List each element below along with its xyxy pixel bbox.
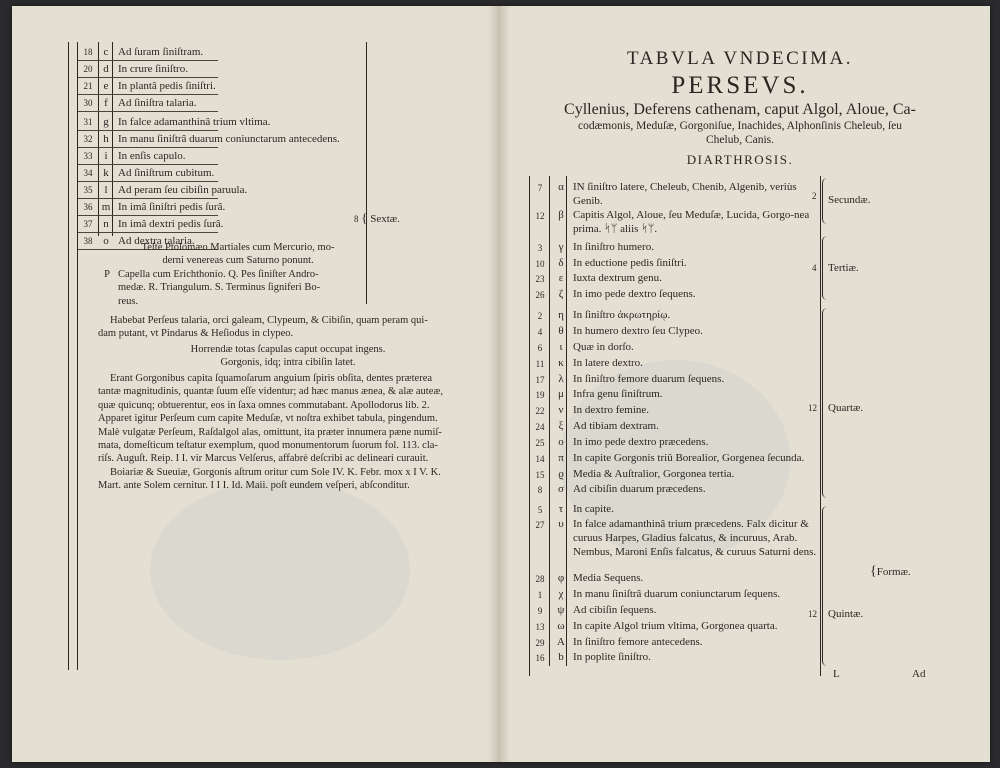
star-letter: h	[103, 133, 109, 145]
star-description: In ſiniſtro femore duarum ſequens.	[573, 373, 725, 385]
star-number: 27	[535, 520, 545, 530]
paragraph-line: Apparet igitur Perſeum cum capite Meduſæ, vt noſtra exhibet tabula, pingendum.	[98, 413, 438, 425]
star-number: 3	[537, 243, 543, 253]
star-number: 20	[83, 64, 93, 74]
star-letter: μ	[558, 388, 564, 400]
star-letter: φ	[557, 572, 565, 584]
star-letter: ψ	[557, 604, 565, 616]
paragraph-line: tantæ magnitudinis, quantæ ſuum eſſe videntur; ad hæc manus ænea, & alæ auteæ,	[98, 386, 443, 398]
table-title: TABVLA VNDECIMA.	[626, 48, 854, 69]
star-description: Ad dextra talaria.	[118, 235, 195, 247]
group-label-secundae: Secundæ.	[828, 194, 871, 206]
star-number: 9	[537, 606, 543, 616]
group-label-formae: {Formæ.	[870, 564, 911, 579]
star-description: Ad cibiſin ſequens.	[573, 604, 657, 616]
star-description: In manu ſiniſtrâ duarum coniunctarum ſequens.	[573, 588, 781, 600]
group-label-quartae: Quartæ.	[828, 402, 864, 414]
star-letter: g	[103, 116, 109, 128]
star-number: 23	[535, 274, 545, 284]
star-letter: γ	[558, 241, 564, 253]
star-letter: σ	[558, 483, 564, 495]
margin-rule	[68, 42, 69, 670]
star-letter: f	[104, 97, 108, 109]
paragraph-line: mata, domeſticum teſtatur exemplum, quod monumentorum ſuorum fol. 113. cla-	[98, 440, 438, 452]
teste-note: Teſte Ptolomæo Martiales cum Mercurio, mo- derni venereas cum Saturno ponunt.	[141, 242, 335, 267]
star-number: 35	[83, 185, 93, 195]
star-number: 37	[83, 219, 93, 229]
row-divider	[78, 111, 218, 112]
star-number: 30	[83, 98, 93, 108]
star-letter: ι	[559, 341, 563, 353]
paragraph-line: Malè vulgatæ Perſeum, Raſdalgol alas, omittunt, ita præter innumera pæne numiſ-	[98, 426, 442, 438]
star-letter: m	[101, 201, 111, 213]
star-description: In eductione pedis ſiniſtri.	[573, 257, 687, 269]
star-description: In humero dextro ſeu Clypeo.	[573, 325, 703, 337]
star-number: 22	[535, 406, 545, 416]
star-number: 12	[535, 211, 545, 221]
star-number: 7	[537, 183, 543, 193]
group-label: 2	[812, 191, 817, 201]
star-description: IN ſiniſtro latere, Cheleub, Chenib, Algenib, veriùs Genib.	[573, 181, 797, 207]
star-number: 15	[535, 470, 545, 480]
star-number: 16	[535, 653, 545, 663]
star-letter: k	[103, 167, 109, 179]
star-number: 21	[83, 81, 93, 91]
star-number: 11	[535, 359, 545, 369]
group-label-sextae: 8 { Sextæ.	[354, 210, 400, 225]
group-label: 4	[812, 263, 817, 273]
alternate-names-cont: codæmonis, Meduſæ, Gorgoniſue, Inachides, Alphonſinis Cheleub, ſeu Chelub, Canis.	[578, 120, 902, 146]
star-letter: η	[558, 309, 564, 321]
star-letter: l	[104, 184, 108, 196]
star-letter: d	[103, 63, 109, 75]
star-description: In capite Algol trium vltima, Gorgonea quarta.	[573, 620, 778, 632]
star-number: 31	[83, 117, 93, 127]
star-letter: α	[558, 181, 564, 193]
star-description: In falce adamanthinâ trium vltima.	[118, 116, 271, 128]
group-label: 12	[808, 403, 817, 413]
star-description: Ad ſiniſtra talaria.	[118, 97, 197, 109]
star-letter: ϱ	[558, 468, 564, 480]
star-description: Capitis Algol, Aloue, ſeu Meduſæ, Lucida, Gorgo-nea prima. ᛋᛘ aliis ᛋᛘ.	[573, 209, 810, 235]
star-number: 17	[535, 375, 545, 385]
star-description: In dextro femine.	[573, 404, 650, 416]
star-description: In enſis capulo.	[118, 150, 186, 162]
group-label-quintae: Quintæ.	[828, 608, 864, 620]
star-number: 1	[537, 590, 543, 600]
star-description: Media Sequens.	[573, 572, 644, 584]
star-letter: n	[103, 218, 109, 230]
star-number: 5	[537, 505, 543, 515]
star-letter: δ	[558, 257, 564, 269]
star-number: 25	[535, 438, 545, 448]
star-number: 2	[537, 311, 543, 321]
paragraph-line: Boiariæ & Sueuiæ, Gorgonis aſtrum oritur cum Sole IV. K. Febr. mox x I V. K.	[110, 466, 441, 478]
star-description: In capite Gorgonis triû Borealior, Gorgenea ſecunda.	[573, 452, 805, 464]
star-number: 4	[537, 327, 543, 337]
star-letter: e	[103, 80, 109, 92]
paragraph-line: Erant Gorgonibus capita ſquamoſarum anguium ſpiris obſita, dentes præterea	[110, 373, 433, 384]
catchword: Ad	[912, 668, 926, 680]
star-letter: o	[103, 235, 109, 247]
star-description: In imo pede dextro ſequens.	[573, 288, 696, 300]
diarthrosis-heading: DIARTHROSIS.	[686, 152, 794, 167]
star-description: Ad tibiam dextram.	[573, 420, 659, 432]
star-number: 6	[537, 343, 543, 353]
star-description: Ad ſiniſtrum cubitum.	[118, 167, 215, 179]
star-letter: c	[103, 46, 109, 58]
star-description: In poplite ſiniſtro.	[573, 651, 651, 663]
star-letter: κ	[558, 357, 564, 369]
page-gutter	[488, 6, 510, 762]
star-description: In plantâ pedis ſiniſtri.	[118, 80, 216, 92]
star-letter: ω	[557, 620, 565, 632]
paragraph-gorgon	[98, 372, 478, 493]
star-description: Ad peram ſeu cibiſin paruula.	[118, 184, 248, 196]
star-number: 33	[83, 151, 93, 161]
star-description: In imâ ſiniſtri pedis ſurâ.	[118, 201, 226, 213]
star-letter: i	[104, 150, 108, 162]
star-number: 14	[535, 454, 545, 464]
star-letter: π	[558, 452, 564, 464]
star-number: 10	[535, 259, 545, 269]
star-description: Quæ in dorſo.	[573, 341, 634, 353]
signature-mark: L	[833, 668, 840, 680]
star-number: 38	[83, 236, 93, 246]
star-number: 24	[535, 422, 545, 432]
group-label: 12	[808, 609, 817, 619]
star-description: In capite.	[573, 503, 614, 515]
star-description: Infra genu ſiniſtrum.	[573, 388, 663, 400]
star-description: In falce adamanthinâ trium præcedens. Falx dicitur & curuus Harpes, Gladius falcatus, & incuruus, Arab. Nembus, Maroni Enſis falcatus, & curuus Saturni dens.	[573, 518, 817, 558]
star-letter: A	[557, 636, 565, 648]
star-description: In ſiniſtro humero.	[573, 241, 654, 253]
star-letter: ζ	[558, 288, 564, 300]
star-letter: ν	[558, 404, 564, 416]
star-letter: τ	[558, 503, 564, 515]
star-number: 32	[83, 134, 93, 144]
paper-stain	[150, 480, 410, 660]
star-letter: β	[558, 209, 564, 221]
star-number: 29	[535, 638, 545, 648]
star-letter: θ	[558, 325, 564, 337]
paragraph-line: Mart. ante Solem cernitur. I I I. Id. Maii. poſt eundem veſperi, abſconditur.	[98, 480, 410, 492]
star-description: In imâ dextri pedis ſurâ.	[118, 218, 224, 230]
star-description: In manu ſiniſtrâ duarum coniunctarum antecedens.	[118, 133, 340, 145]
p-letter: P	[104, 269, 110, 280]
star-letter: b	[558, 651, 564, 663]
star-number: 36	[83, 202, 93, 212]
star-description: Media & Auſtralior, Gorgonea tertia.	[573, 468, 735, 480]
star-letter: υ	[558, 518, 564, 530]
star-letter: χ	[558, 588, 564, 600]
star-letter: ξ	[558, 420, 564, 432]
star-number: 26	[535, 290, 545, 300]
group-brace	[822, 506, 828, 666]
star-description: In latere dextro.	[573, 357, 643, 369]
star-number: 13	[535, 622, 545, 632]
star-letter: ε	[558, 272, 564, 284]
verse-quote: Horrendæ totas ſcapulas caput occupat ingens. Gorgonis, idq; intra cibiſin latet.	[190, 344, 386, 369]
star-description: In ſiniſtro ἀκρωτηρίῳ.	[573, 309, 671, 321]
star-number: 19	[535, 390, 545, 400]
star-description: Ad cibiſin duarum præcedens.	[573, 483, 706, 495]
group-brace	[360, 42, 367, 304]
star-description: Ad ſuram ſiniſtram.	[118, 46, 204, 58]
star-letter: ο	[558, 436, 564, 448]
star-letter: λ	[558, 373, 564, 385]
p-note: Capella cum Erichthonio. Q. Pes ſiniſter Andro- medæ. R. Triangulum. S. Terminus ſigniferi Bo- reus.	[118, 269, 321, 307]
star-number: 34	[83, 168, 93, 178]
star-description: In crure ſiniſtro.	[118, 63, 188, 75]
star-number: 18	[83, 47, 93, 57]
group-label-tertiae: Tertiæ.	[828, 262, 859, 274]
star-number: 28	[535, 574, 545, 584]
paragraph-line: quæ quicunq; obtuerentur, eos in ſaxa omnes commutabant. Apollodorus lib. 2.	[98, 399, 430, 411]
paragraph-talaria: Habebat Perſeus talaria, orci galeam, Clypeum, & Cibiſin, quam peram qui- dam putant, vt Pindarus & Heſiodus in clypeo.	[98, 315, 428, 340]
star-number: 8	[537, 485, 543, 495]
star-description: In imo pede dextro præcedens.	[573, 436, 709, 448]
alternate-names: Cyllenius, Deferens cathenam, caput Algol, Aloue, Ca-	[564, 101, 916, 118]
star-description: In ſiniſtro femore antecedens.	[573, 636, 703, 648]
constellation-title: PERSEVS.	[671, 72, 809, 99]
star-description: Iuxta dextrum genu.	[573, 272, 662, 284]
paragraph-line: riſs. Auguſt. Reip. I I. vir Marcus Velſerus, affabrè deſcribi ac delineari curauit.	[98, 453, 429, 465]
